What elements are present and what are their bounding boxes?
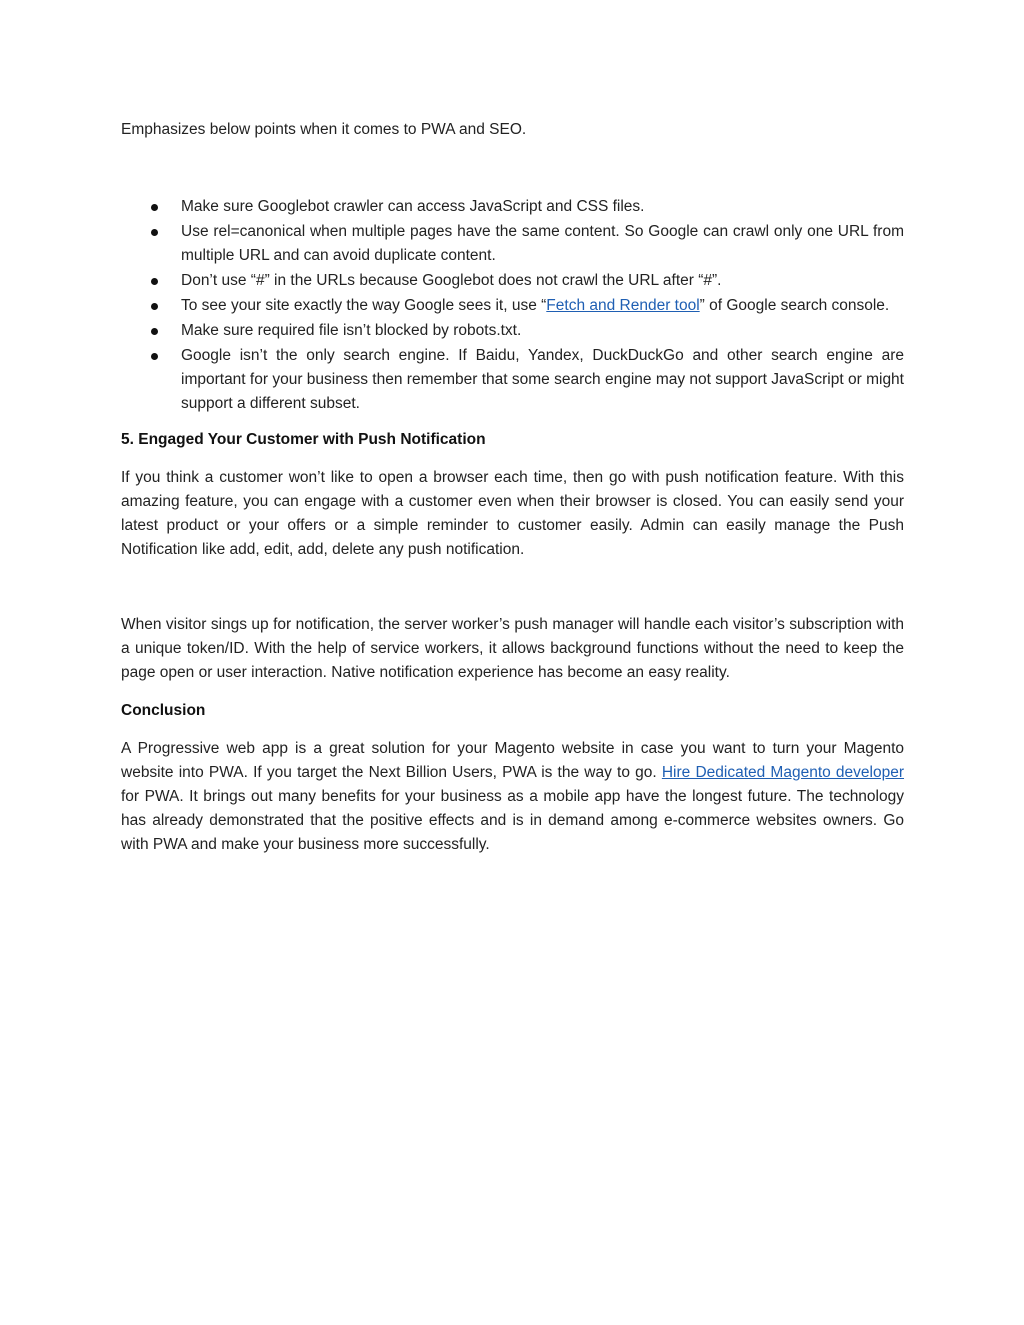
intro-paragraph: Emphasizes below points when it comes to PWA and SEO. — [121, 121, 527, 138]
push-notification-paragraph-2: When visitor sings up for notification, the server worker’s push manager will handle each visitor’s subscription with a unique token/ID. With the help of service workers, it allows background functions without the need to keep the page open or user interaction. Native notification experience has become an easy reality. — [121, 616, 904, 681]
fetch-and-render-tool-link[interactable]: Fetch and Render tool — [546, 297, 700, 314]
list-item — [121, 319, 904, 343]
bullet-icon — [151, 229, 158, 236]
push-notification-paragraph-1: If you think a customer won’t like to open a browser each time, then go with push notification feature. With this amazing feature, you can engage with a customer even when their browser is closed. You can easily send your latest product or your offers or a simple reminder to customer easily. Admin can easily manage the Push Notification like add, edit, add, delete any push notification. — [121, 469, 904, 558]
bullet-text: Google isn’t the only search engine. If Baidu, Yandex, DuckDuckGo and other search engine are important for your business then remember that some search engine may not support JavaScript or might support a different subset. — [181, 347, 904, 412]
bullet-icon — [151, 278, 158, 285]
bullet-text-pre: To see your site exactly the way Google sees it, use “ — [181, 297, 547, 314]
list-item — [121, 294, 904, 318]
bullet-icon — [151, 204, 158, 211]
conclusion-paragraph — [121, 737, 904, 857]
list-item — [121, 344, 904, 416]
bullet-text-post: ” of Google search console. — [699, 297, 890, 314]
hire-magento-developer-link[interactable]: Hire Dedicated Magento developer — [661, 764, 905, 781]
conclusion-text-pre: A Progressive web app is a great solution for your Magento website in case you want to turn your Magento website into PWA. If you target the Next Billion Users, PWA is the way to go. — [121, 740, 904, 781]
conclusion-text-post: for PWA. It brings out many benefits for your business as a mobile app have the longest future. The technology has already demonstrated that the positive effects and is in demand among e-commerce websites owners. Go with PWA and make your business more successfully. — [121, 788, 904, 853]
seo-bullet-list — [121, 195, 904, 416]
list-item — [121, 269, 904, 293]
bullet-icon — [151, 353, 158, 360]
bullet-text: Make sure Googlebot crawler can access JavaScript and CSS files. — [181, 198, 645, 215]
section-heading-push-notification: 5. Engaged Your Customer with Push Notification — [121, 431, 486, 448]
bullet-text: Make sure required file isn’t blocked by robots.txt. — [181, 322, 522, 339]
bullet-text: Don’t use “#” in the URLs because Googlebot does not crawl the URL after “#”. — [181, 272, 722, 289]
section-heading-conclusion: Conclusion — [121, 702, 206, 719]
document-page — [121, 118, 904, 871]
bullet-icon — [151, 303, 158, 310]
list-item — [121, 220, 904, 268]
bullet-text: Use rel=canonical when multiple pages have the same content. So Google can crawl only one URL from multiple URL and can avoid duplicate content. — [181, 223, 904, 264]
bullet-icon — [151, 328, 158, 335]
list-item — [121, 195, 904, 219]
